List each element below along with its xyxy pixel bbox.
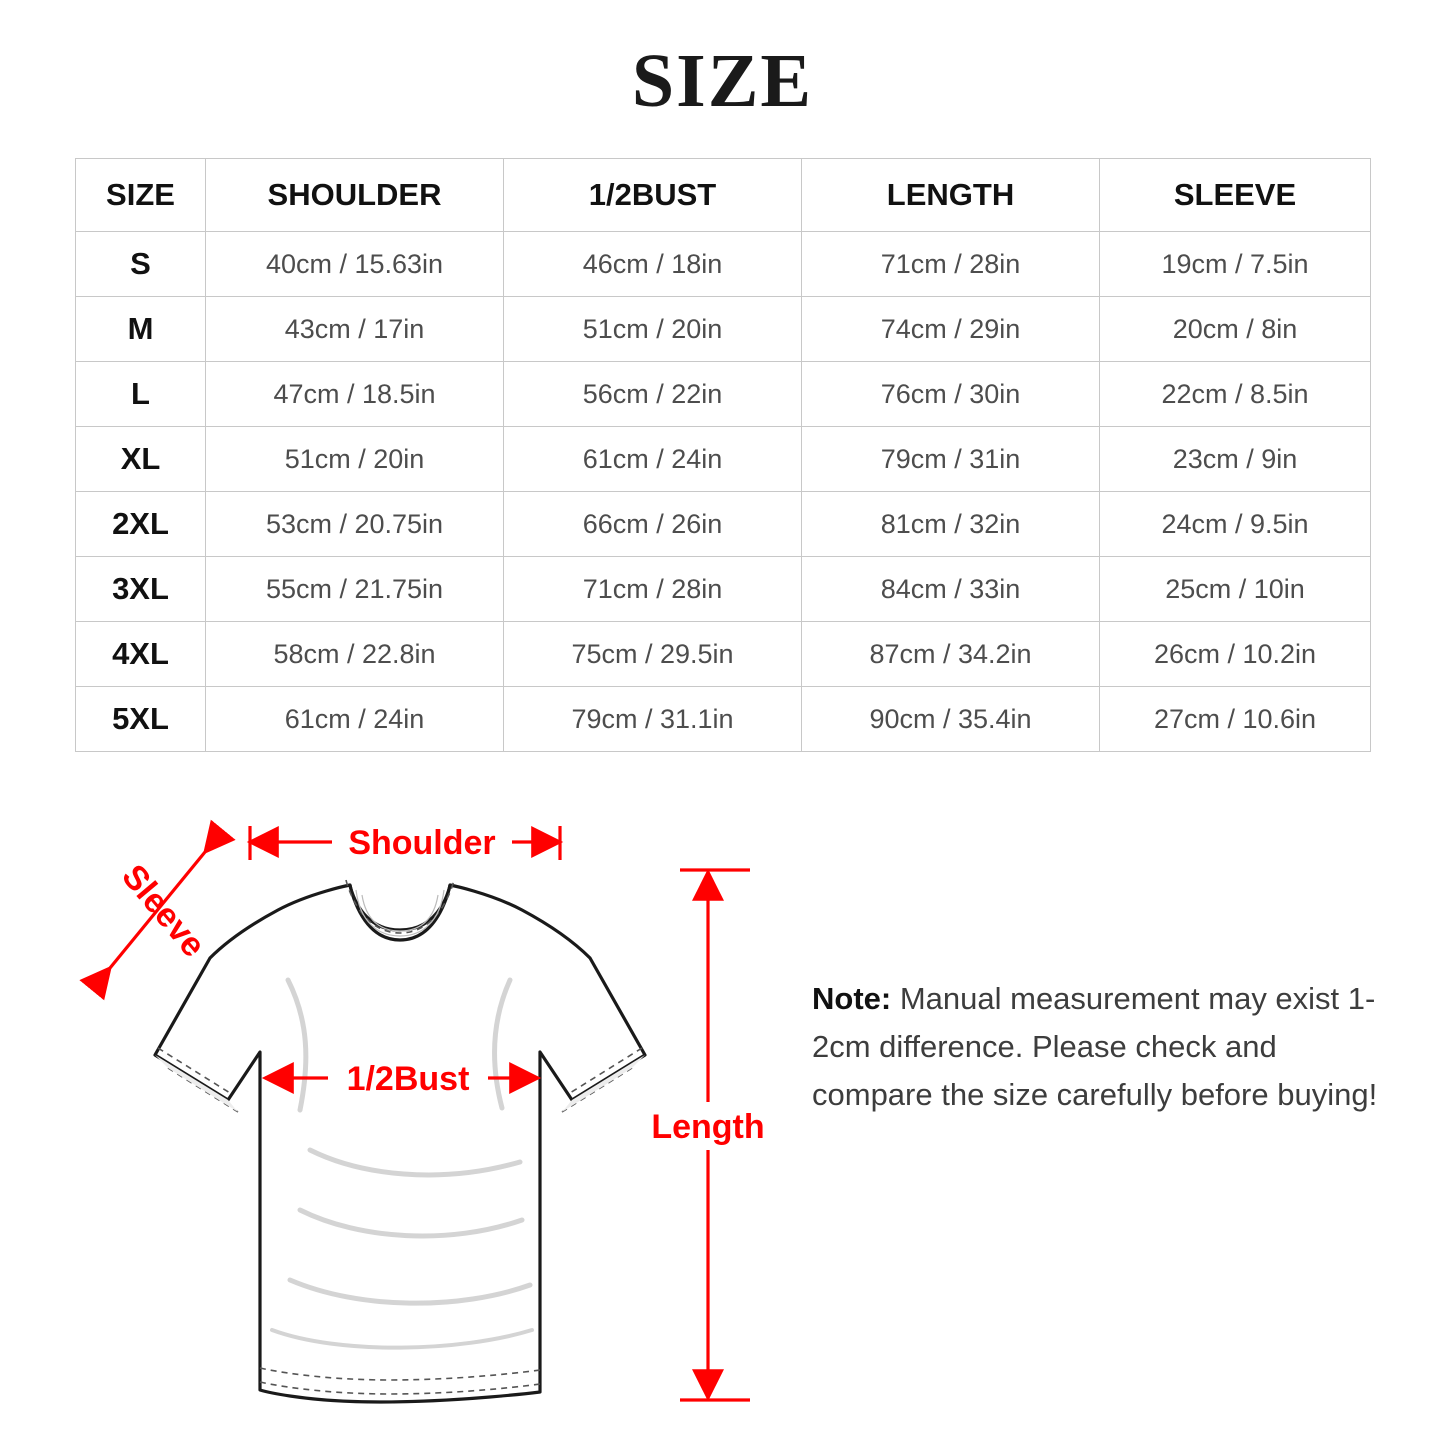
cell-shoulder: 51cm / 20in	[206, 427, 504, 492]
cell-sleeve: 19cm / 7.5in	[1100, 232, 1371, 297]
cell-bust: 79cm / 31.1in	[504, 687, 802, 752]
cell-length: 90cm / 35.4in	[802, 687, 1100, 752]
column-header-length: LENGTH	[802, 159, 1100, 232]
shoulder-label: Shoulder	[348, 824, 496, 862]
table-row	[76, 492, 1371, 557]
length-measurement-arrow	[648, 870, 768, 1400]
cell-length: 79cm / 31in	[802, 427, 1100, 492]
cell-size: 5XL	[76, 687, 206, 752]
note-label: Note:	[812, 981, 892, 1016]
cell-size: 2XL	[76, 492, 206, 557]
tshirt-outline	[155, 880, 645, 1402]
sleeve-measurement-arrow	[110, 852, 213, 968]
cell-size: L	[76, 362, 206, 427]
cell-length: 76cm / 30in	[802, 362, 1100, 427]
page-title: SIZE	[631, 39, 814, 123]
cell-bust: 56cm / 22in	[504, 362, 802, 427]
cell-size: XL	[76, 427, 206, 492]
cell-length: 71cm / 28in	[802, 232, 1100, 297]
table-row	[76, 427, 1371, 492]
cell-sleeve: 25cm / 10in	[1100, 557, 1371, 622]
column-header-shoulder: SHOULDER	[206, 159, 504, 232]
cell-length: 74cm / 29in	[802, 297, 1100, 362]
table-row	[76, 362, 1371, 427]
table-row	[76, 297, 1371, 362]
cell-bust: 66cm / 26in	[504, 492, 802, 557]
cell-sleeve: 26cm / 10.2in	[1100, 622, 1371, 687]
cell-shoulder: 55cm / 21.75in	[206, 557, 504, 622]
column-header-bust: 1/2BUST	[504, 159, 802, 232]
cell-sleeve: 23cm / 9in	[1100, 427, 1371, 492]
cell-shoulder: 47cm / 18.5in	[206, 362, 504, 427]
cell-shoulder: 58cm / 22.8in	[206, 622, 504, 687]
cell-bust: 71cm / 28in	[504, 557, 802, 622]
cell-bust: 61cm / 24in	[504, 427, 802, 492]
cell-bust: 51cm / 20in	[504, 297, 802, 362]
cell-size: S	[76, 232, 206, 297]
cell-sleeve: 20cm / 8in	[1100, 297, 1371, 362]
cell-shoulder: 43cm / 17in	[206, 297, 504, 362]
cell-length: 81cm / 32in	[802, 492, 1100, 557]
cell-shoulder: 53cm / 20.75in	[206, 492, 504, 557]
cell-bust: 75cm / 29.5in	[504, 622, 802, 687]
column-header-size: SIZE	[76, 159, 206, 232]
tshirt-diagram-svg	[60, 790, 820, 1440]
note-block	[812, 975, 1382, 1119]
cell-sleeve: 24cm / 9.5in	[1100, 492, 1371, 557]
table-row	[76, 557, 1371, 622]
cell-size: M	[76, 297, 206, 362]
cell-bust: 46cm / 18in	[504, 232, 802, 297]
shoulder-measurement-arrow	[250, 818, 560, 866]
sleeve-label: Sleeve	[114, 857, 213, 965]
size-chart-table	[75, 158, 1371, 752]
length-label: Length	[651, 1108, 765, 1146]
note-text: Manual measurement may exist 1-2cm difference. Please check and compare the size carefully before buying!	[812, 981, 1378, 1113]
table-row	[76, 232, 1371, 297]
cell-sleeve: 22cm / 8.5in	[1100, 362, 1371, 427]
halfbust-label: 1/2Bust	[346, 1060, 470, 1098]
table-row	[76, 687, 1371, 752]
cell-length: 84cm / 33in	[802, 557, 1100, 622]
column-header-sleeve: SLEEVE	[1100, 159, 1371, 232]
cell-length: 87cm / 34.2in	[802, 622, 1100, 687]
cell-size: 4XL	[76, 622, 206, 687]
table-header-row	[76, 159, 1371, 232]
cell-sleeve: 27cm / 10.6in	[1100, 687, 1371, 752]
cell-shoulder: 40cm / 15.63in	[206, 232, 504, 297]
cell-size: 3XL	[76, 557, 206, 622]
cell-shoulder: 61cm / 24in	[206, 687, 504, 752]
table-row	[76, 622, 1371, 687]
